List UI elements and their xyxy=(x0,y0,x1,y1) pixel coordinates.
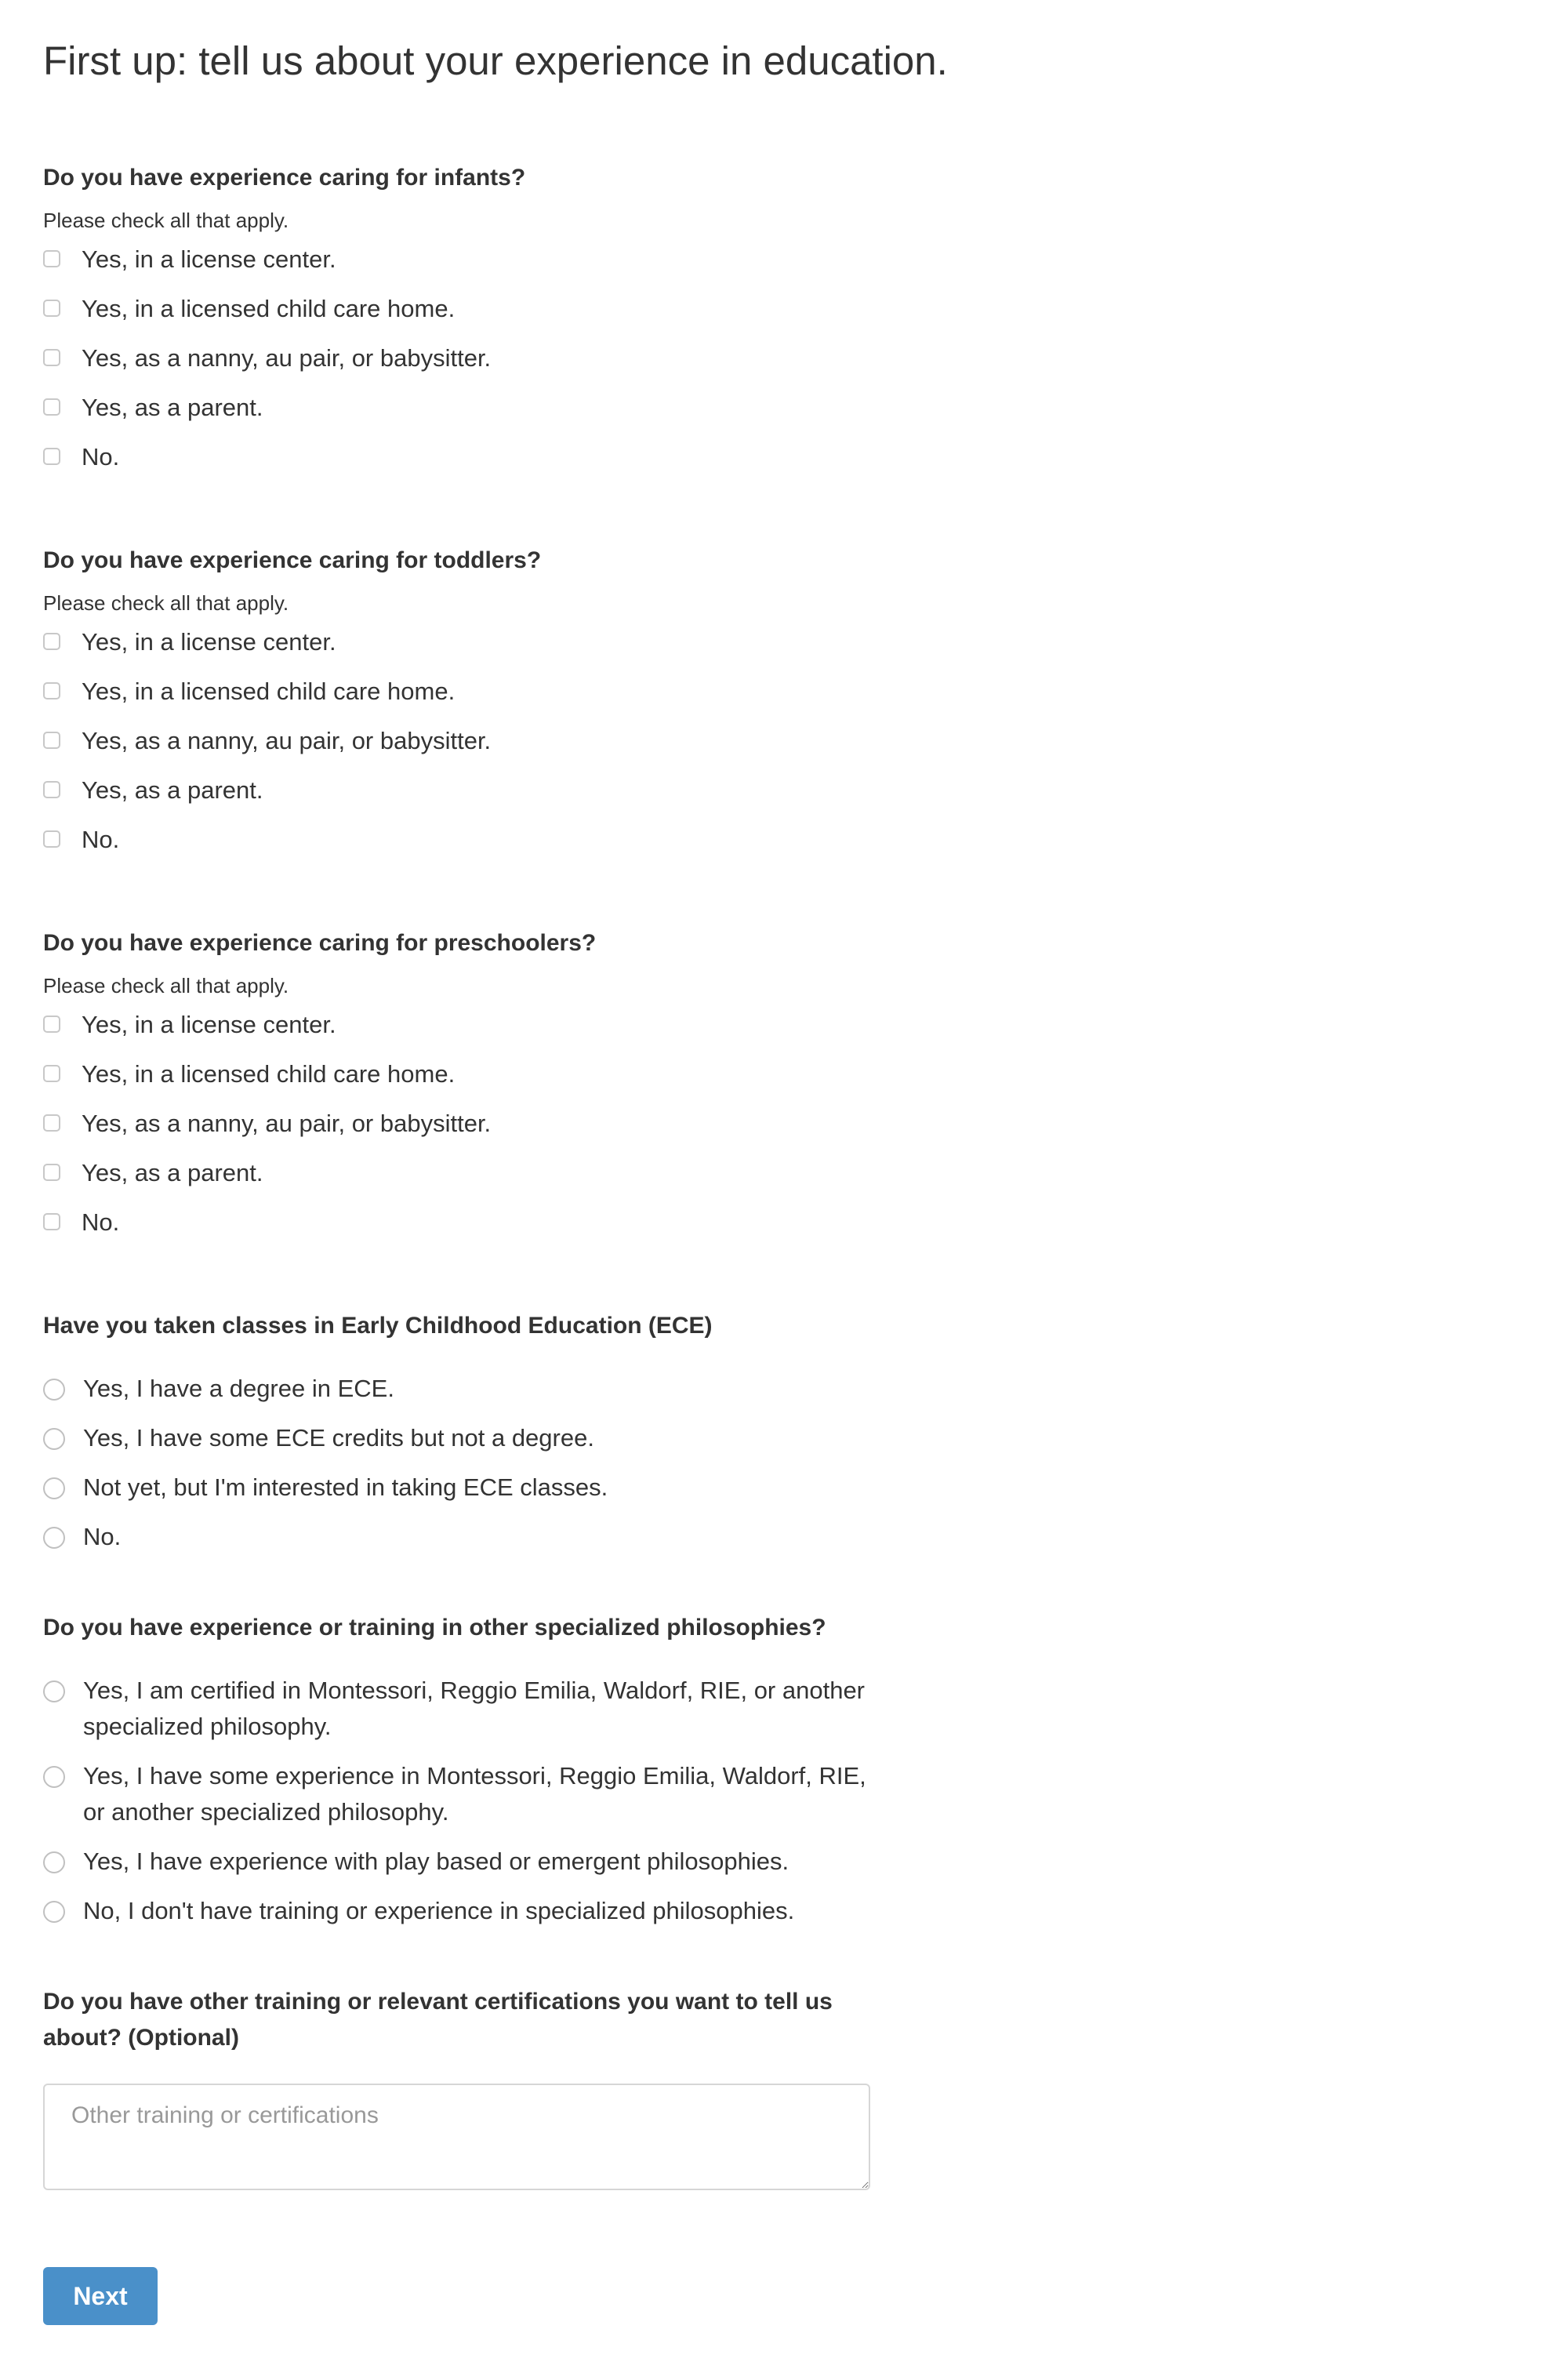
option-philosophy-some-experience[interactable] xyxy=(43,1758,874,1830)
checkbox[interactable] xyxy=(43,633,60,650)
checkbox[interactable] xyxy=(43,732,60,749)
question-title: Do you have other training or relevant certifications you want to tell us about? (Optional) xyxy=(43,1989,833,2051)
option-infants-no[interactable] xyxy=(43,439,874,475)
checkbox[interactable] xyxy=(43,448,60,465)
option-preschoolers-parent[interactable] xyxy=(43,1155,874,1191)
checkbox[interactable] xyxy=(43,349,60,366)
option-label: Yes, as a parent. xyxy=(82,1159,263,1186)
option-label: Yes, in a license center. xyxy=(82,628,336,656)
option-ece-some-credits[interactable] xyxy=(43,1420,874,1456)
next-button[interactable]: Next xyxy=(43,2267,158,2325)
question-preschoolers xyxy=(43,925,874,1241)
radio-button[interactable] xyxy=(43,1379,65,1401)
option-infants-licensed-home[interactable] xyxy=(43,291,874,327)
question-toddlers xyxy=(43,543,874,858)
option-toddlers-license-center[interactable] xyxy=(43,624,874,660)
option-label: No. xyxy=(82,443,120,471)
radio-button[interactable] xyxy=(43,1680,65,1702)
option-label: Yes, I am certified in Montessori, Reggio Emilia, Waldorf, RIE, or another specialized philosophy. xyxy=(83,1677,866,1740)
option-infants-nanny[interactable] xyxy=(43,340,874,376)
option-label: Yes, as a nanny, au pair, or babysitter. xyxy=(82,727,492,754)
option-label: Yes, I have some ECE credits but not a degree. xyxy=(83,1424,594,1452)
option-preschoolers-license-center[interactable] xyxy=(43,1007,874,1043)
question-help-text: Please check all that apply. xyxy=(43,974,289,997)
question-other-training xyxy=(43,1984,874,2056)
checkbox-group-preschoolers xyxy=(43,1007,874,1241)
option-toddlers-licensed-home[interactable] xyxy=(43,674,874,710)
option-label: Yes, as a parent. xyxy=(82,776,263,804)
radio-button[interactable] xyxy=(43,1766,65,1788)
option-label: Yes, as a nanny, au pair, or babysitter. xyxy=(82,344,492,372)
question-title: Do you have experience caring for infants? xyxy=(43,165,526,191)
checkbox[interactable] xyxy=(43,781,60,798)
option-label: Yes, as a parent. xyxy=(82,394,263,421)
radio-button[interactable] xyxy=(43,1901,65,1923)
checkbox-group-infants xyxy=(43,242,874,475)
page-title: First up: tell us about your experience in education. xyxy=(43,38,948,83)
other-training-field-wrapper xyxy=(43,2084,870,2190)
radio-button[interactable] xyxy=(43,1477,65,1499)
option-label: Yes, as a nanny, au pair, or babysitter. xyxy=(82,1110,492,1137)
option-label: Not yet, but I'm interested in taking ECE classes. xyxy=(83,1473,608,1501)
option-ece-no[interactable] xyxy=(43,1519,874,1555)
checkbox[interactable] xyxy=(43,1065,60,1082)
question-ece-classes xyxy=(43,1308,874,1555)
option-infants-parent[interactable] xyxy=(43,390,874,426)
question-title: Do you have experience caring for toddlers? xyxy=(43,547,542,573)
question-title: Have you taken classes in Early Childhood Education (ECE) xyxy=(43,1313,713,1339)
option-label: No, I don't have training or experience in specialized philosophies. xyxy=(83,1897,795,1924)
option-ece-degree[interactable] xyxy=(43,1371,874,1407)
option-label: Yes, I have experience with play based or emergent philosophies. xyxy=(83,1848,789,1875)
checkbox[interactable] xyxy=(43,250,60,267)
option-preschoolers-no[interactable] xyxy=(43,1204,874,1241)
option-philosophy-none[interactable] xyxy=(43,1893,874,1929)
radio-group-philosophies xyxy=(43,1673,874,1929)
option-label: Yes, I have some experience in Montessori, Reggio Emilia, Waldorf, RIE, or another specialized philosophy. xyxy=(83,1762,866,1826)
checkbox[interactable] xyxy=(43,830,60,848)
option-toddlers-parent[interactable] xyxy=(43,772,874,808)
checkbox[interactable] xyxy=(43,1016,60,1033)
option-toddlers-nanny[interactable] xyxy=(43,723,874,759)
option-philosophy-play-based[interactable] xyxy=(43,1844,874,1880)
option-preschoolers-nanny[interactable] xyxy=(43,1106,874,1142)
question-title: Do you have experience or training in other specialized philosophies? xyxy=(43,1615,826,1640)
option-infants-license-center[interactable] xyxy=(43,242,874,278)
option-label: Yes, I have a degree in ECE. xyxy=(83,1375,394,1402)
radio-button[interactable] xyxy=(43,1851,65,1873)
checkbox[interactable] xyxy=(43,682,60,699)
checkbox[interactable] xyxy=(43,1114,60,1132)
option-label: No. xyxy=(82,826,120,853)
checkbox[interactable] xyxy=(43,1164,60,1181)
option-preschoolers-licensed-home[interactable] xyxy=(43,1056,874,1092)
option-label: No. xyxy=(83,1523,122,1550)
checkbox[interactable] xyxy=(43,1213,60,1230)
radio-button[interactable] xyxy=(43,1527,65,1549)
option-label: Yes, in a license center. xyxy=(82,245,336,273)
option-ece-interested[interactable] xyxy=(43,1470,874,1506)
option-philosophy-certified[interactable] xyxy=(43,1673,874,1745)
other-training-textarea[interactable] xyxy=(43,2084,870,2190)
question-help-text: Please check all that apply. xyxy=(43,591,289,615)
option-label: Yes, in a licensed child care home. xyxy=(82,678,456,705)
radio-button[interactable] xyxy=(43,1428,65,1450)
question-title: Do you have experience caring for preschoolers? xyxy=(43,930,597,956)
option-label: No. xyxy=(82,1208,120,1236)
checkbox[interactable] xyxy=(43,300,60,317)
checkbox-group-toddlers xyxy=(43,624,874,858)
question-philosophies xyxy=(43,1610,874,1929)
option-toddlers-no[interactable] xyxy=(43,822,874,858)
option-label: Yes, in a licensed child care home. xyxy=(82,295,456,322)
option-label: Yes, in a license center. xyxy=(82,1011,336,1038)
checkbox[interactable] xyxy=(43,398,60,416)
question-help-text: Please check all that apply. xyxy=(43,209,289,232)
question-infants xyxy=(43,160,874,475)
option-label: Yes, in a licensed child care home. xyxy=(82,1060,456,1088)
radio-group-ece xyxy=(43,1371,874,1555)
